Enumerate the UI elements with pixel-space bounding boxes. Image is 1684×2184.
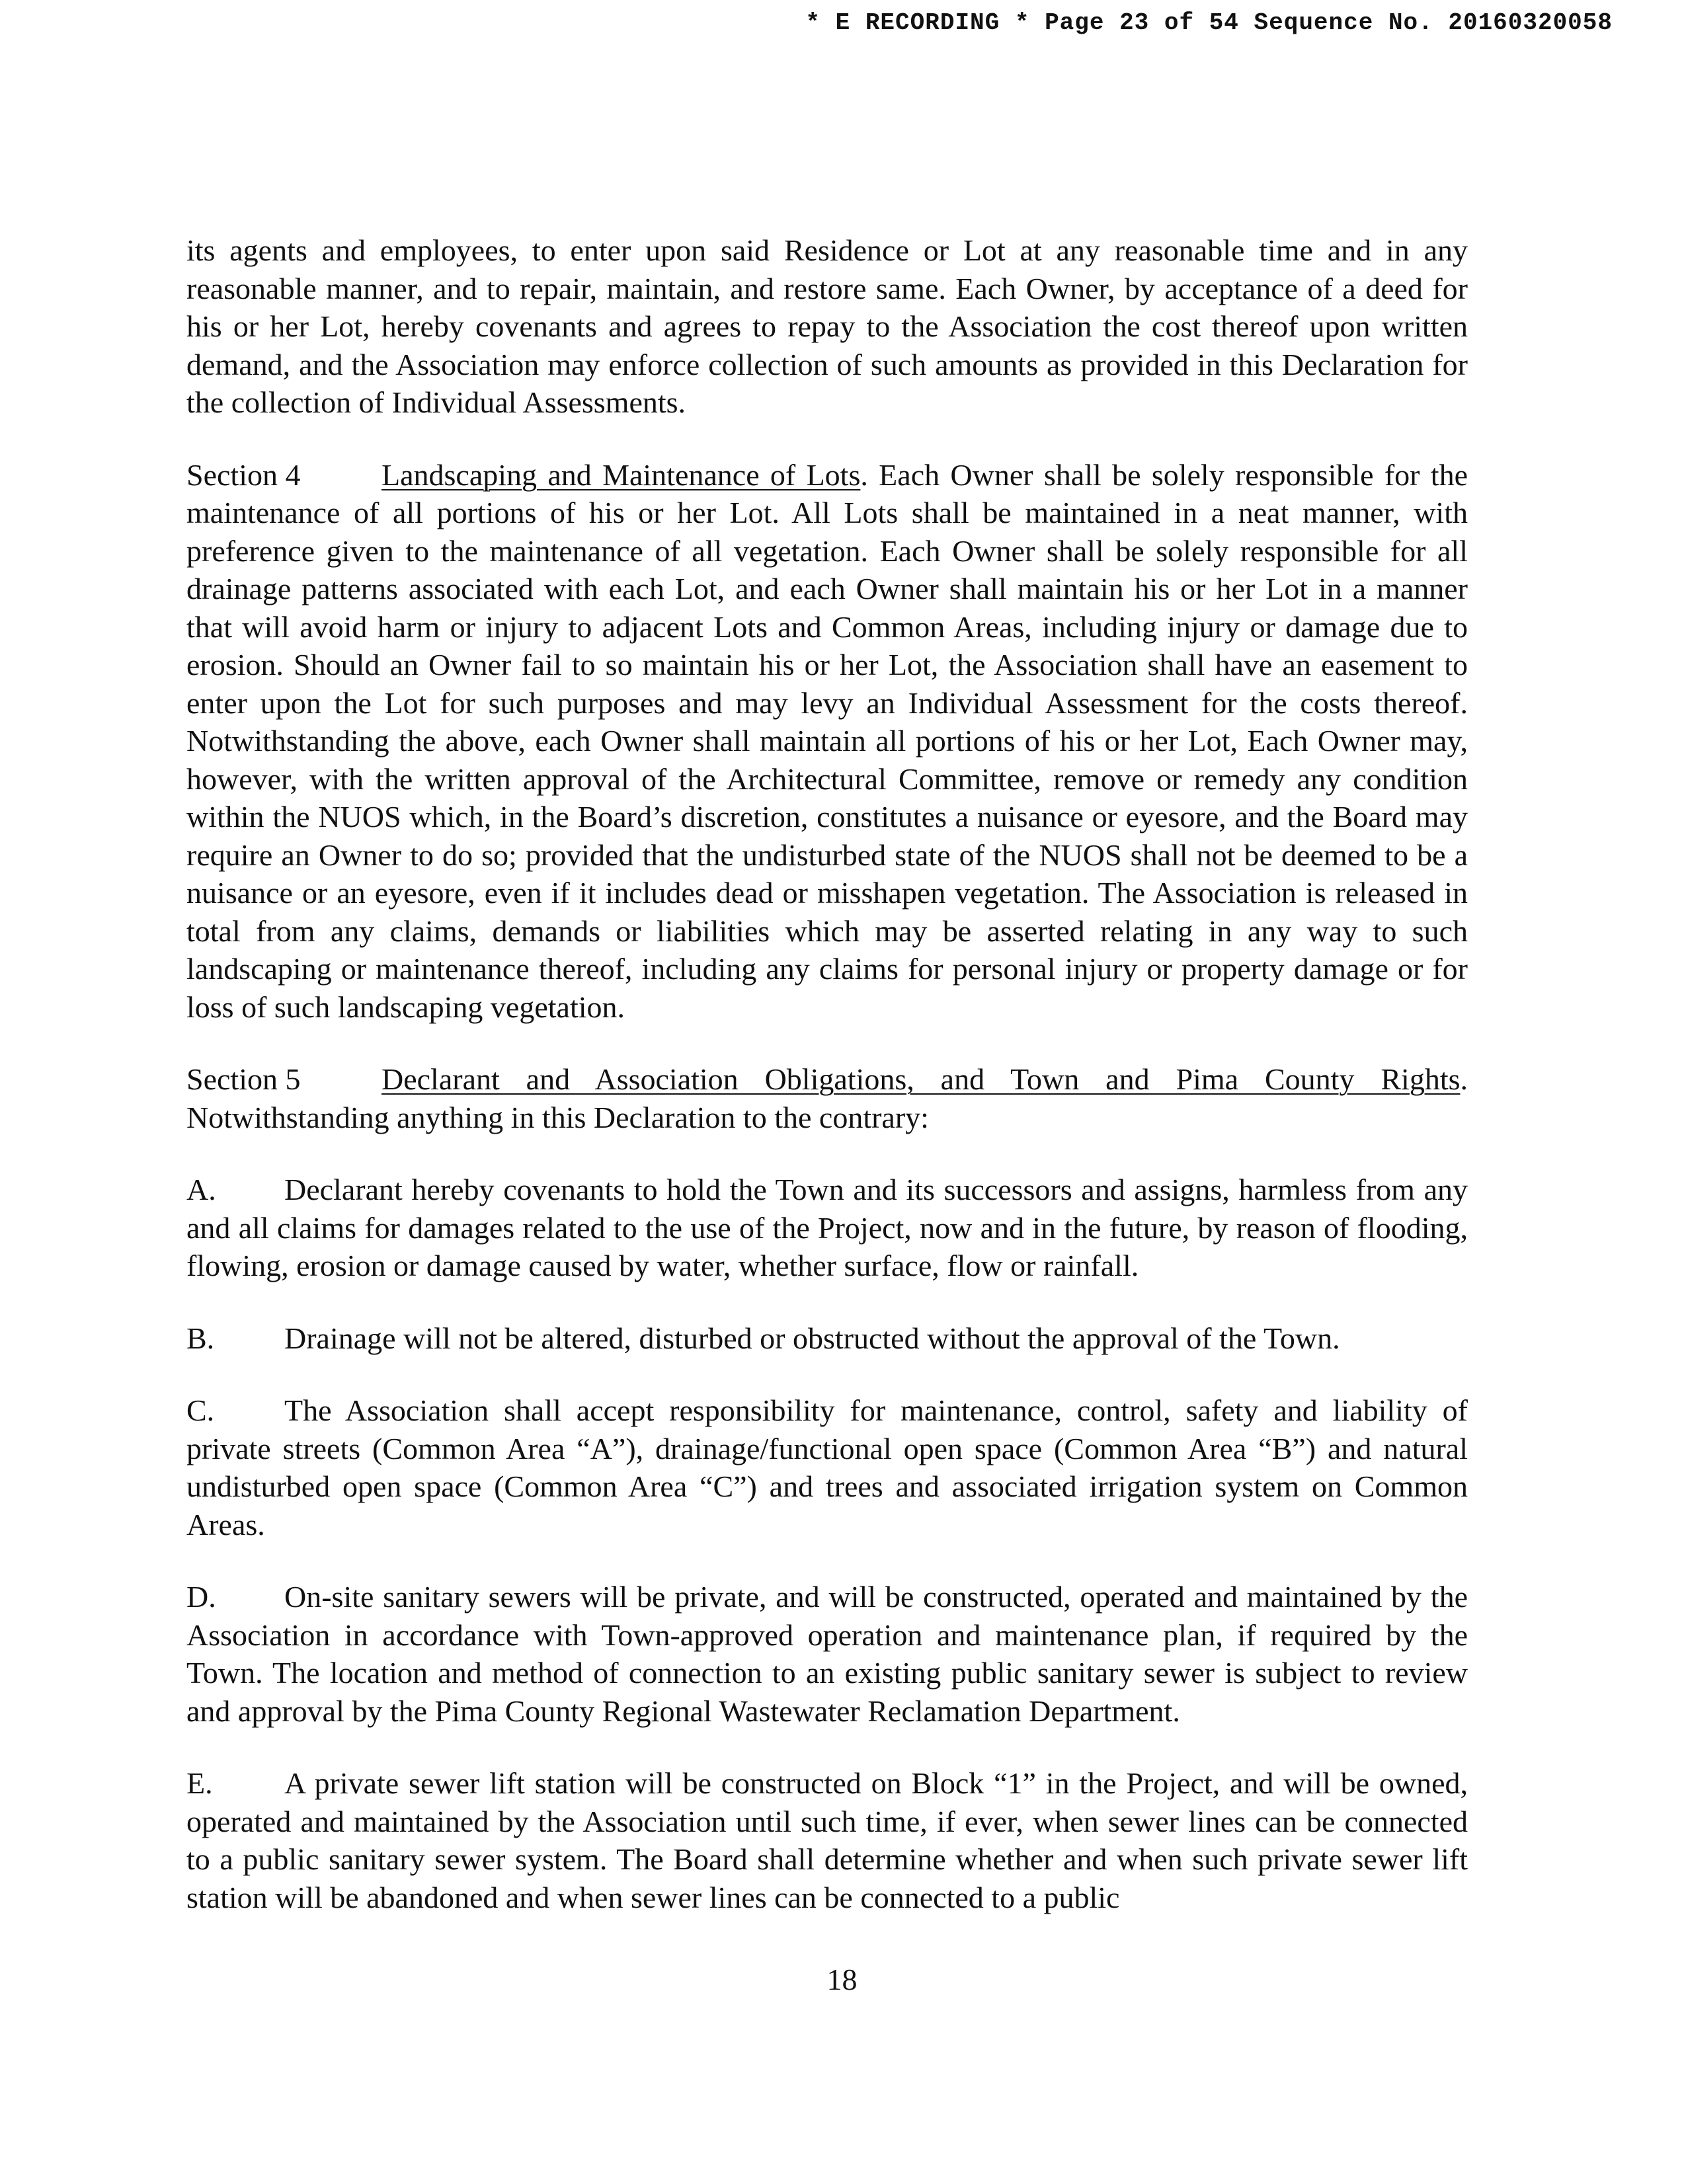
- item-b-label: B.: [186, 1321, 215, 1355]
- section-4: [186, 456, 1468, 1027]
- paragraph-continuation: its agents and employees, to enter upon said Residence or Lot at any reasonable time and in any reasonable manner, and to repair, maintain, and restore same. Each Owner, by acceptance of a deed for his or her Lot, hereby covenants and agrees to repay to the Association the cost thereof upon written demand, and the Association may enforce collection of such amounts as provided in this Declaration for the collection of Individual Assessments.: [186, 233, 1468, 419]
- item-e-label: E.: [186, 1766, 213, 1800]
- section-5-title: Declarant and Association Obligations, and Town and Pima County Rights: [381, 1062, 1461, 1096]
- item-b-text: Drainage will not be altered, disturbed or obstructed without the approval of the Town.: [284, 1321, 1340, 1355]
- item-a-label: A.: [186, 1173, 216, 1206]
- section-4-text: . Each Owner shall be solely responsible for the maintenance of all portions of his or her Lot. All Lots shall be maintained in a neat manner, with preference given to the maintenance of all vegetation. Each Owner shall be solely responsible for all drainage patterns associated with each Lot, and each Owner shall maintain his or her Lot in a manner that will avoid harm or injury to adjacent Lots and Common Areas, including injury or damage due to erosion. Should an Owner fail to so maintain his or her Lot, the Association shall have an easement to enter upon the Lot for such purposes and may levy an Individual Assessment for the costs thereof. Notwithstanding the above, each Owner shall maintain all portions of his or her Lot, Each Owner may, however, with the written approval of the Architectural Committee, remove or remedy any condition within the NUOS which, in the Board’s discretion, constitutes a nuisance or eyesore, and the Board may require an Owner to do so; provided that the undisturbed state of the NUOS shall not be deemed to be a nuisance or an eyesore, even if it includes dead or misshapen vegetation. The Association is released in total from any claims, demands or liabilities which may be asserted relating in any way to such landscaping or maintenance thereof, including any claims for personal injury or property damage or for loss of such landscaping vegetation.: [186, 457, 1468, 1024]
- section-5-text: . Notwithstanding anything in this Declaration to the contrary:: [186, 1062, 1468, 1134]
- item-b: [186, 1319, 1468, 1358]
- section-5-label: Section 5: [186, 1062, 301, 1096]
- section-5: [186, 1060, 1468, 1136]
- item-d-label: D.: [186, 1580, 216, 1614]
- page-number: 18: [826, 1963, 858, 1996]
- item-a-text: Declarant hereby covenants to hold the Town and its successors and assigns, harmless from any and all claims for damages related to the use of the Project, now and in the future, by reason of flooding, flowing, erosion or damage caused by water, whether surface, flow or rainfall.: [186, 1173, 1468, 1282]
- section-4-title: Landscaping and Maintenance of Lots: [381, 457, 861, 492]
- item-c-label: C.: [186, 1393, 215, 1427]
- item-a: [186, 1171, 1468, 1285]
- document-body: [186, 231, 1468, 1951]
- item-e: [186, 1764, 1468, 1916]
- item-d: [186, 1578, 1468, 1730]
- item-d-text: On-site sanitary sewers will be private, and will be constructed, operated and maintained by the Association in accordance with Town-approved operation and maintenance plan, if required by the Town. The location and method of connection to an existing public sanitary sewer is subject to review and approval by the Pima County Regional Wastewater Reclamation Department.: [186, 1580, 1468, 1728]
- item-c-text: The Association shall accept responsibility for maintenance, control, safety and liability of private streets (Common Area “A”), drainage/functional open space (Common Area “B”) and natural undisturbed open space (Common Area “C”) and trees and associated irrigation system on Common Areas.: [186, 1393, 1468, 1541]
- recording-stamp-header: * E RECORDING * Page 23 of 54 Sequence No. 20160320058: [805, 9, 1613, 36]
- section-4-label: Section 4: [186, 457, 301, 492]
- item-e-text: A private sewer lift station will be constructed on Block “1” in the Project, and will be owned, operated and maintained by the Association until such time, if ever, when sewer lines can be connected to a public sanitary sewer system. The Board shall determine whether and when such private sewer lift station will be abandoned and when sewer lines can be connected to a public: [186, 1766, 1468, 1914]
- item-c: [186, 1391, 1468, 1543]
